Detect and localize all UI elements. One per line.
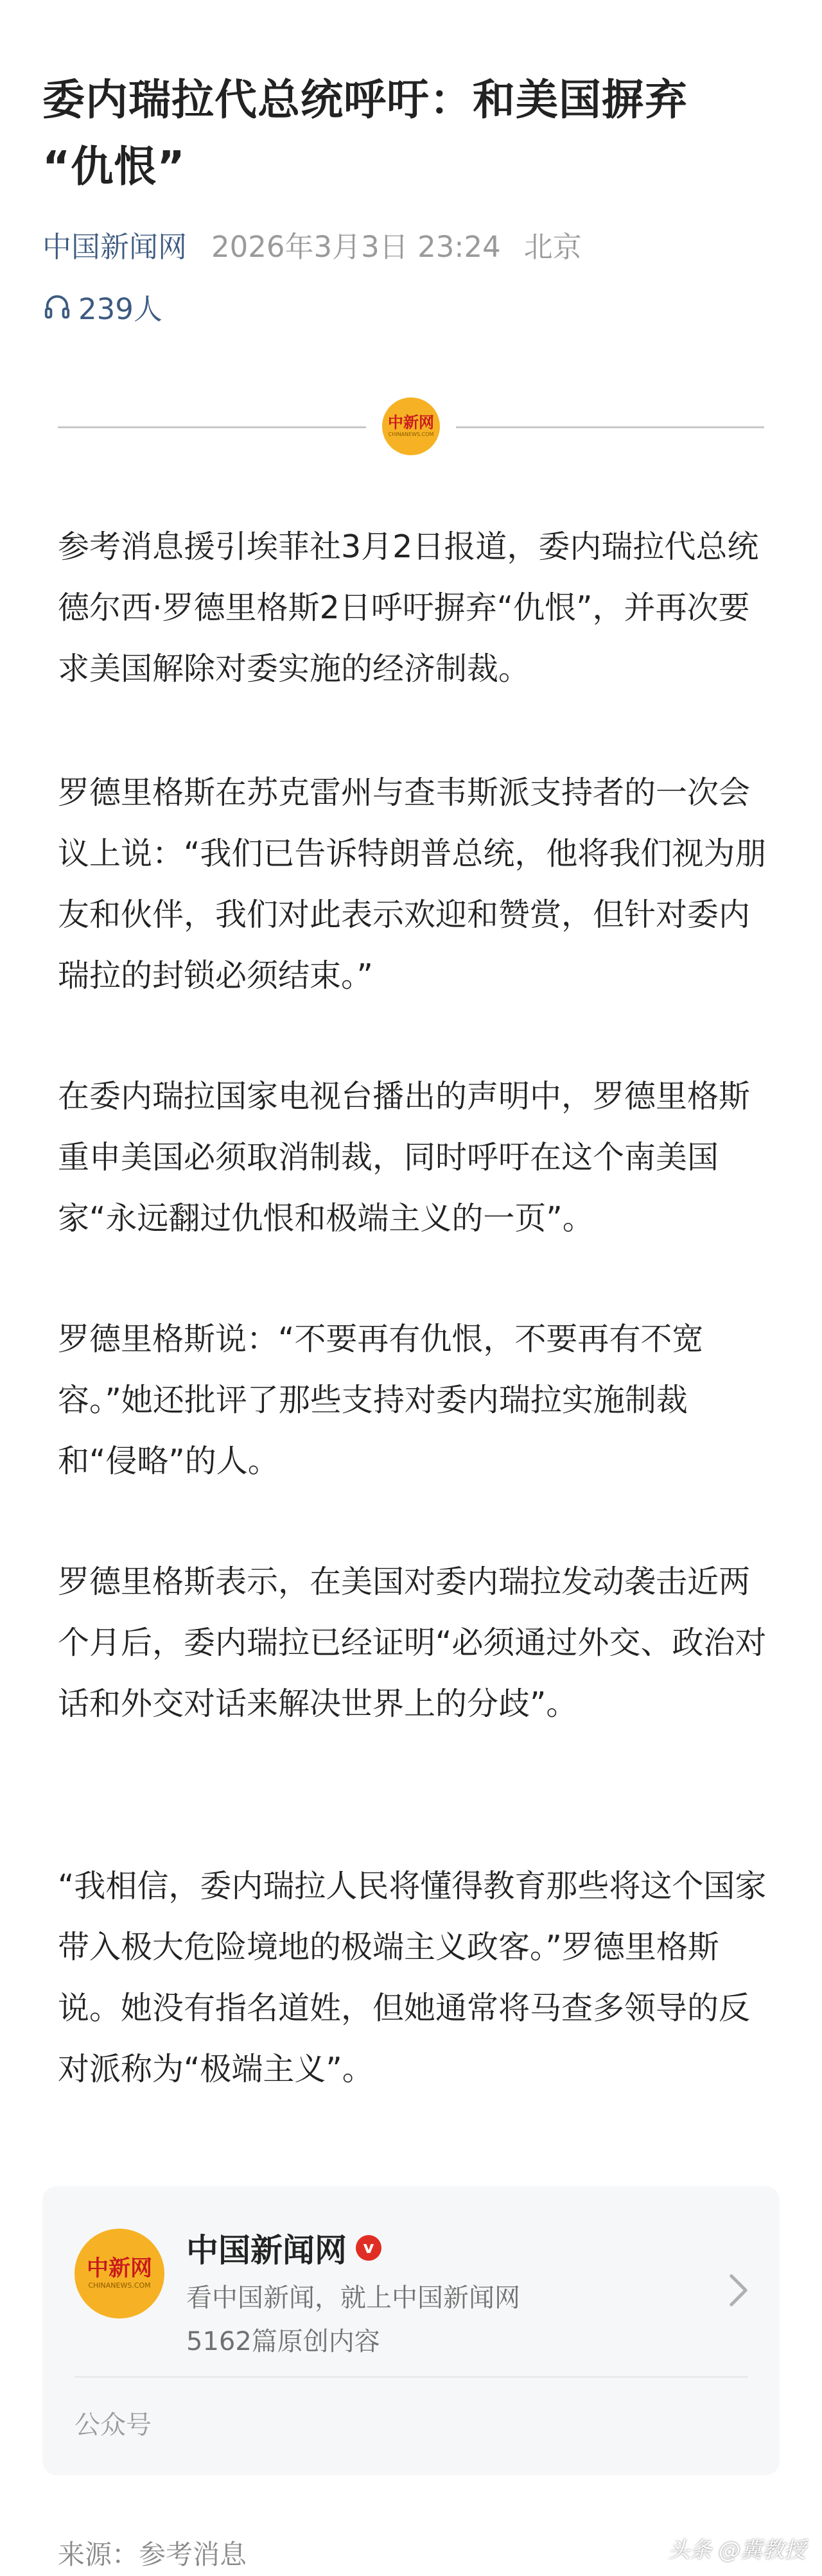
chinanews-logo-icon: [382, 397, 440, 455]
card-divider: [74, 2376, 748, 2378]
paragraph-1: 参考消息援引埃菲社3月2日报道，委内瑞拉代总统德尔西·罗德里格斯2日呼吁摒弃“仇恨”，并再次要求美国解除对委实施的经济制裁。: [58, 528, 759, 687]
avatar-logo-en: CHINANEWS.COM: [88, 2281, 151, 2290]
paragraph-3: 在委内瑞拉国家电视台播出的声明中，罗德里格斯重申美国必须取消制裁，同时呼吁在这个南美国家“永远翻过仇恨和极端主义的一页”。: [58, 1078, 751, 1237]
article-title-line-1: 委内瑞拉代总统呼吁：和美国摒弃: [42, 75, 688, 125]
article-meta: [42, 223, 582, 265]
account-type-label: 公众号: [74, 2410, 152, 2440]
article-source-line: 来源：参考消息: [58, 2539, 247, 2570]
verified-icon: v: [356, 2235, 381, 2261]
divider-line-left: [58, 426, 366, 428]
headphone-icon: [42, 292, 72, 321]
divider-logo-en: CHINANEWS.COM: [388, 431, 434, 437]
paragraph-6: “我相信，委内瑞拉人民将懂得教育那些将这个国家带入极大危险境地的极端主义政客。”罗德里格斯说。她没有指名道姓，但她通常将马查多领导的反对派称为“极端主义”。: [58, 1868, 767, 2087]
author-name-text: 中国新闻网: [186, 2232, 347, 2269]
watermark: 头条 @冀教授: [668, 2537, 806, 2563]
source-link[interactable]: 中国新闻网: [42, 229, 188, 264]
publish-location: 北京: [523, 229, 582, 264]
paragraph-5: 罗德里格斯表示，在美国对委内瑞拉发动袭击近两个月后，委内瑞拉已经证明“必须通过外交、政治对话和外交对话来解决世界上的分歧”。: [58, 1563, 767, 1722]
avatar-logo-cn: 中新网: [87, 2256, 152, 2281]
author-slogan: 看中国新闻，就上中国新闻网: [186, 2283, 520, 2313]
paragraph-2: 罗德里格斯在苏克雷州与查韦斯派支持者的一次会议上说：“我们已告诉特朗普总统，他将我们视为朋友和伙伴，我们对此表示欢迎和赞赏，但针对委内瑞拉的封锁必须结束。”: [58, 774, 767, 994]
article-title-line-2: “仇恨”: [42, 142, 186, 191]
divider-logo-cn: 中新网: [388, 413, 434, 431]
publish-date: 2026年3月3日 23:24: [211, 229, 501, 264]
logo-divider: [58, 394, 764, 458]
divider-line-right: [456, 426, 764, 428]
paragraph-4: 罗德里格斯说：“不要再有仇恨，不要再有不宽容。”她还批评了那些支持对委内瑞拉实施制裁和“侵略”的人。: [58, 1321, 704, 1479]
listen-count-text: 239人: [78, 292, 162, 326]
article-title: [42, 67, 781, 200]
author-name: [186, 2225, 381, 2271]
original-count: 5162篇原创内容: [186, 2327, 380, 2356]
listen-count[interactable]: [42, 286, 162, 327]
chevron-right-icon[interactable]: [727, 2272, 750, 2308]
author-card[interactable]: [42, 2186, 780, 2475]
author-avatar: [74, 2229, 164, 2319]
